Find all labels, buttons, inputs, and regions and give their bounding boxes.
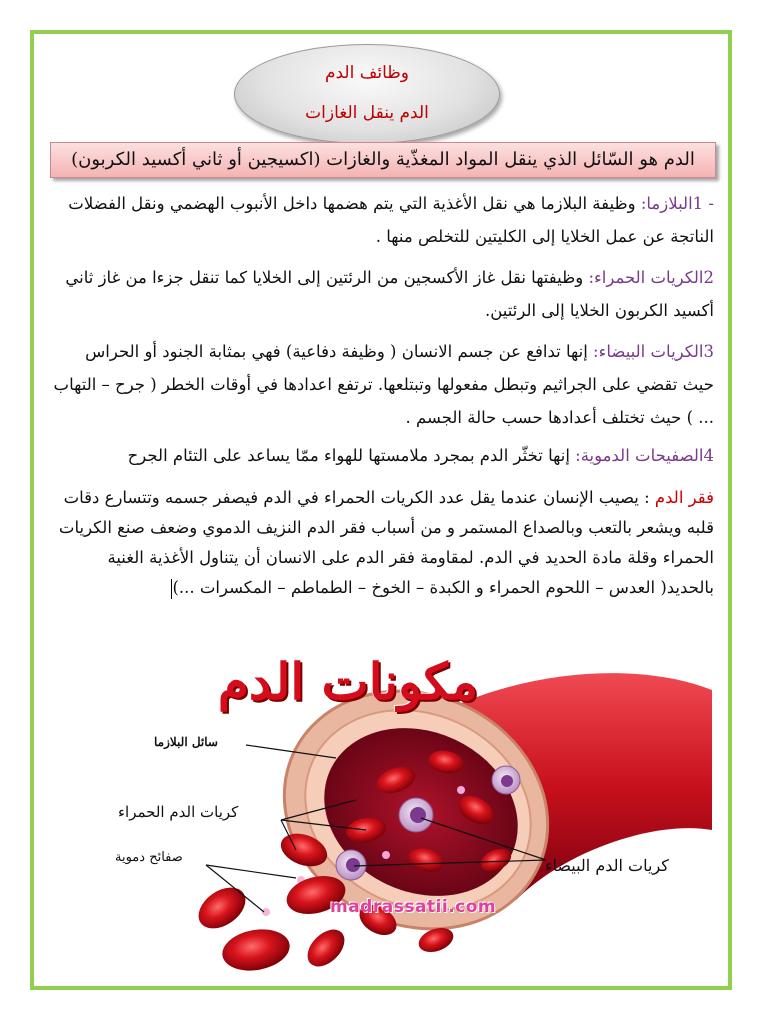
section-platelets (52, 439, 714, 472)
label-red-cells: كريات الدم الحمراء (118, 803, 239, 821)
section-anemia (52, 483, 714, 603)
page-subtitle: الدم ينقل الغازات (305, 103, 429, 123)
definition-banner: الدم هو السّائل الذي ينقل المواد المغذّية والغازات (اكسيجين أو ثاني أكسيد الكربون) (50, 142, 716, 178)
section-anemia-text: : يصيب الإنسان عندما يقل عدد الكريات الحمراء في الدم فيصفر جسمه وتتسارع دقات قلبه ويشعر بالتعب وبالصداع المستمر و من أسباب فقر الدم النزيف الدموي وضعف صنع الكريات الحمراء وقلة مادة الحديد في الدم. لمقاومة فقر الدم على الانسان أن يتناول الأغذية الغنية بالحديد( العدس – اللحوم الحمراء و الكبدة – الخوخ – الطماطم – المكسرات ...) (58, 488, 714, 597)
section-red-cells-prefix: 2 (703, 268, 714, 287)
section-plasma-prefix: - 1 (692, 194, 714, 213)
section-platelets-label: الصفيحات الدموية: (575, 446, 704, 465)
section-red-cells-text: وظيفتها نقل غاز الأكسجين من الرئتين إلى الخلايا كما تنقل جزءا من غاز ثاني أكسيد الكربون الخلايا إلى الرئتين. (65, 268, 714, 320)
section-plasma-label: البلازما: (640, 194, 693, 213)
label-platelets: صفائح دموية (115, 850, 183, 865)
section-platelets-text: إنها تخثّر الدم بمجرد ملامستها للهواء ممّا يساعد على التئام الجرح (127, 446, 576, 465)
section-white-cells-label: الكريات البيضاء: (593, 342, 704, 361)
platelet (382, 851, 390, 859)
white-blood-cell-nucleus (501, 775, 513, 787)
label-plasma: سائل البلازما (154, 735, 218, 749)
section-red-cells-label: الكريات الحمراء: (588, 268, 704, 287)
illustration-title: مكونات الدم (217, 652, 479, 711)
section-plasma-text: وظيفة البلازما هي نقل الأغذية التي يتم هضمها داخل الأنبوب الهضمي ونقل الفضلات الناتجة عن عمل الخلايا إلى الكليتين للتخلص منها . (68, 194, 714, 246)
white-blood-cell-nucleus (410, 807, 426, 823)
platelet (457, 786, 465, 794)
section-platelets-prefix: 4 (703, 446, 714, 465)
page-title: وظائف الدم (324, 63, 409, 83)
watermark: madrassatii.com (330, 897, 497, 917)
red-blood-cell (191, 879, 253, 937)
label-white-cells: كريات الدم البيضاء (545, 856, 669, 875)
section-white-cells-prefix: 3 (703, 342, 714, 361)
section-red-cells (52, 261, 714, 327)
section-anemia-label: فقر الدم (654, 488, 714, 507)
red-blood-cell (219, 924, 293, 975)
section-plasma (52, 187, 714, 253)
title-oval (234, 44, 500, 144)
section-white-cells-text: إنها تدافع عن جسم الانسان ( وظيفة دفاعية) فهي بمثابة الجنود أو الحراس حيث تقضي على الجراثيم وتبطل مفعولها وتبتلعها. ترتفع اعدادها في أوقات الخطر ( جرح – التهاب ... ) حيث تختلف أعدادها حسب حالة الجسم . (53, 342, 714, 427)
white-blood-cell-nucleus (346, 858, 360, 872)
red-blood-cell (301, 923, 352, 974)
section-white-cells (52, 335, 714, 434)
